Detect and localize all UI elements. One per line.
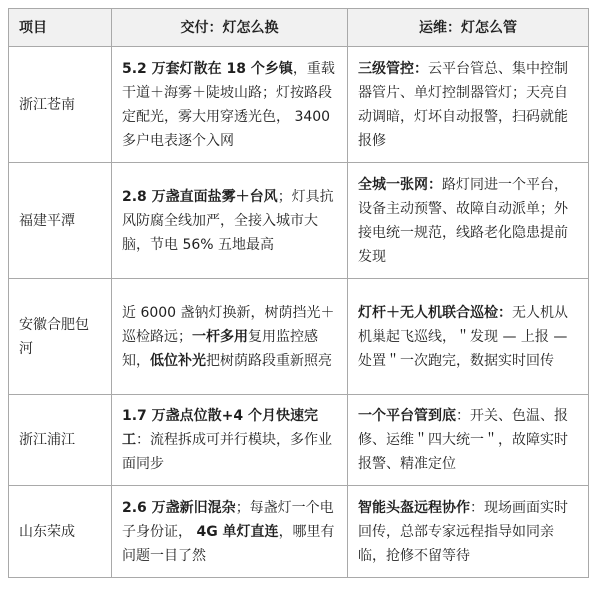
ops-text: 路灯同进一个平台，设备主动预警、故障自动派单；外接电统一规范，线路老化隐患提前发现 [358,176,568,265]
ops-cell [348,279,589,395]
table-row [9,163,589,279]
ops-highlight: 智能头盔远程协作 [358,499,470,516]
delivery-cell [112,163,348,279]
region-cell: 浙江苍南 [9,47,112,163]
delivery-text: ：流程拆成可并行模块，多作业面同步 [122,432,332,472]
table-row [9,47,589,163]
ops-cell [348,47,589,163]
delivery-text: 近 6000 盏钠灯换新，树荫挡光＋巡检路远； [122,304,335,345]
delivery-text: ；每盏灯一个电子身份证， [122,499,334,540]
table-row [9,486,589,578]
ops-highlight: 灯杆＋无人机联合巡检： [358,304,512,321]
delivery-highlight: 2.6 万盏新旧混杂 [122,499,236,516]
ops-text: 无人机从机巢起飞巡线，＂发现 — 上报 — 处置＂一次跑完，数据实时回传 [358,304,568,369]
ops-text: ：开关、色温、报修、运维＂四大统一＂，故障实时报警、精准定位 [358,408,568,472]
delivery-text: ，哪里有问题一目了然 [122,523,335,564]
region-cell: 山东荣成 [9,486,112,578]
comparison-table [8,8,589,578]
ops-cell [348,395,589,486]
region-cell: 浙江浦江 [9,395,112,486]
table-row [9,395,589,486]
header-delivery: 交付：灯怎么换 [112,9,348,47]
ops-text: ：现场画面实时回传，总部专家远程指导如同亲临，抢修不留等待 [358,499,568,564]
delivery-cell [112,47,348,163]
header-ops: 运维：灯怎么管 [348,9,589,47]
delivery-highlight: 一杆多用 [192,328,248,345]
ops-cell [348,486,589,578]
delivery-text: ，重载干道＋海雾＋陡坡山路；灯按路段定配光，雾大用穿透光色， 3400 多户电表逐个入网 [122,60,335,149]
ops-highlight: 全城一张网： [358,176,442,193]
ops-highlight: 一个平台管到底 [358,408,456,424]
delivery-text: 复用监控感知， [122,328,318,369]
table-header-row [9,9,589,47]
delivery-cell [112,395,348,486]
table-row [9,279,589,395]
delivery-text: 把树荫路段重新照亮 [206,352,332,369]
delivery-highlight: 低位补光 [150,352,206,369]
header-project: 项目 [9,9,112,47]
delivery-cell [112,279,348,395]
delivery-highlight: 1.7 万盏点位散+4 个月快速完工 [122,408,319,448]
delivery-highlight: 2.8 万盏直面盐雾＋台风 [122,188,278,205]
ops-cell [348,163,589,279]
delivery-highlight: 4G 单灯直连 [196,523,279,540]
delivery-highlight: 5.2 万套灯散在 18 个乡镇 [122,60,293,77]
region-cell: 安徽合肥包河 [9,279,112,395]
delivery-cell [112,486,348,578]
ops-text: 云平台管总、集中控制器管片、单灯控制器管灯；天亮自动调暗，灯坏自动报警，扫码就能报修 [358,60,568,149]
region-cell: 福建平潭 [9,163,112,279]
ops-highlight: 三级管控： [358,60,428,77]
delivery-text: ；灯具抗风防腐全线加严，全接入城市大脑，节电 56% 五地最高 [122,188,334,253]
